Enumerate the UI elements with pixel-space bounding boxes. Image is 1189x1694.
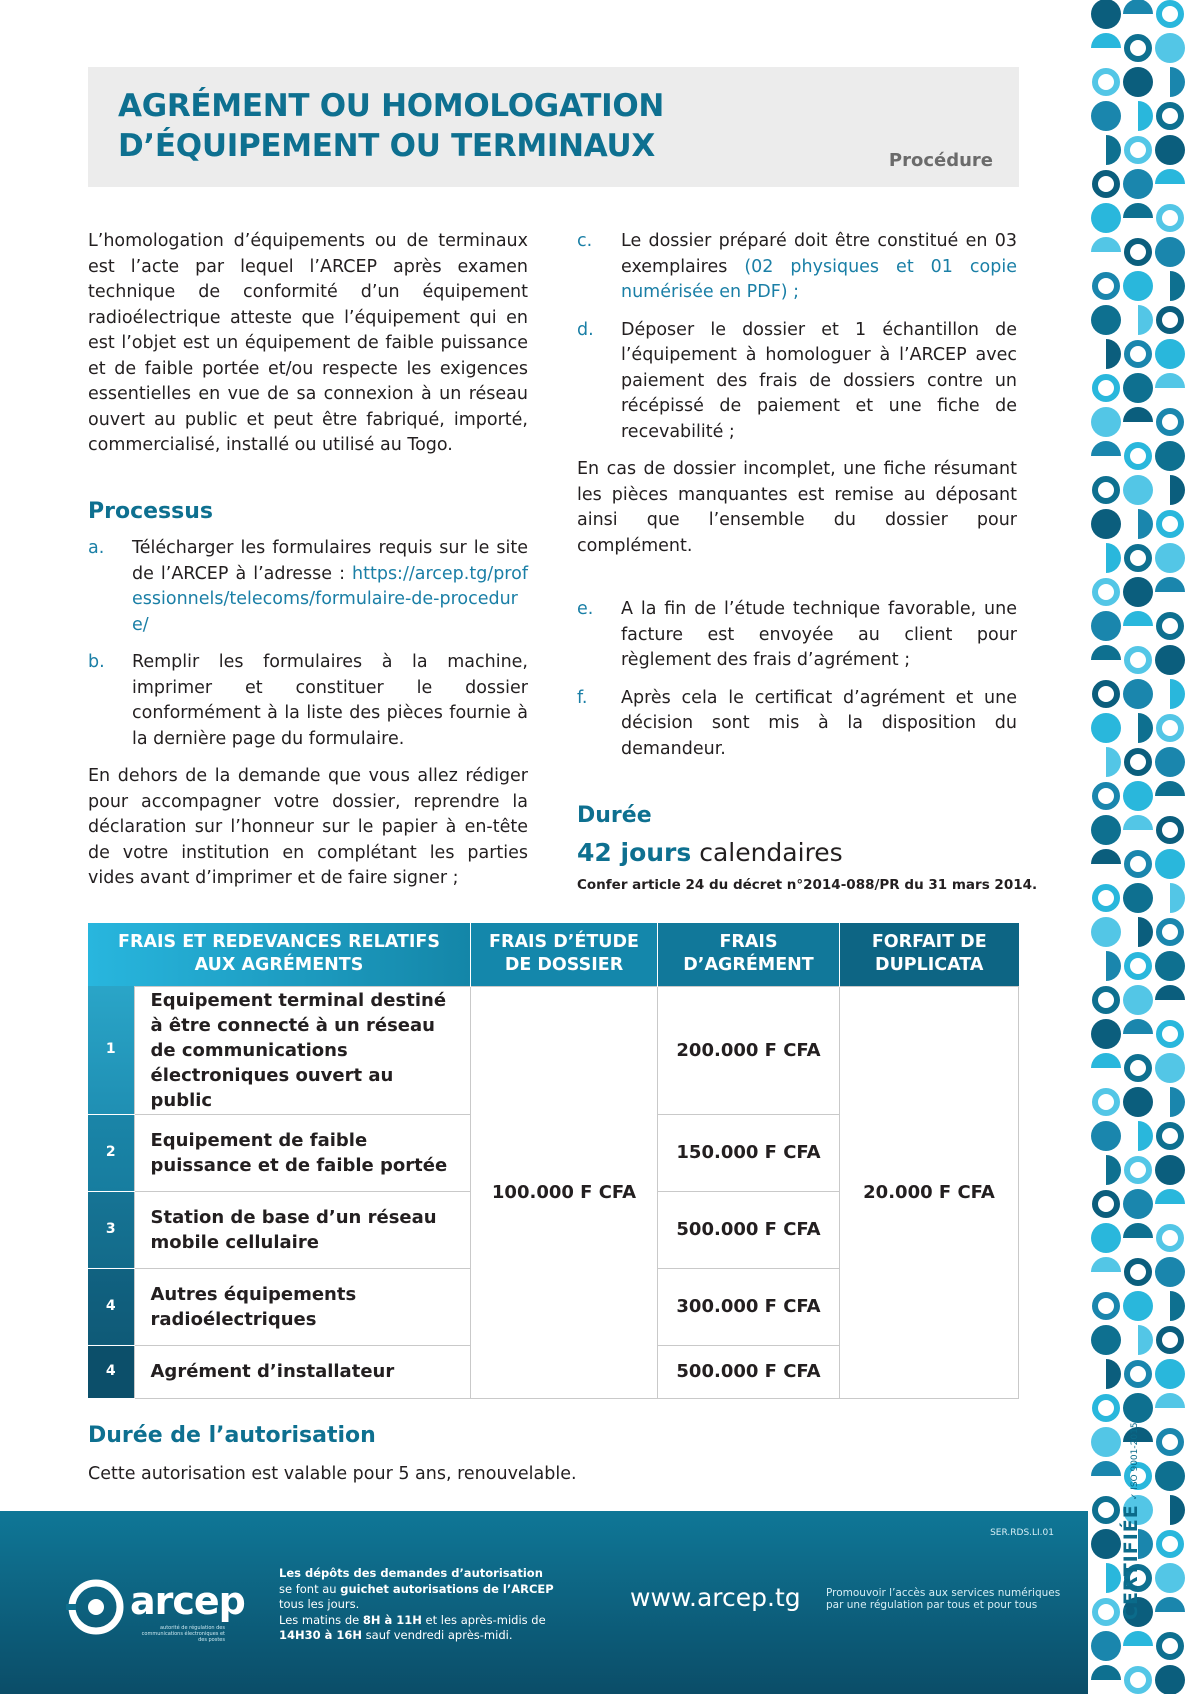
pattern-shape [1106, 543, 1121, 573]
pattern-shape [1123, 1393, 1153, 1423]
duree-title: Durée [577, 803, 652, 828]
certification-word: CERTIFIÉE [1120, 1504, 1142, 1620]
step-b-letter: b. [88, 652, 105, 672]
frais-agrement-value: 200.000 F CFA [658, 986, 840, 1114]
pattern-shape [1170, 679, 1185, 709]
pattern-shape [1123, 1019, 1153, 1034]
hours-line-1: Les dépôts des demandes d’autorisation [279, 1566, 543, 1580]
pattern-shape [1155, 1393, 1185, 1408]
form-download-link[interactable]: https://arcep.tg/professionnels/telecoms/formulaire-de-procedure/ [132, 563, 528, 635]
pattern-shape [1095, 71, 1117, 93]
hours-line-5-post: sauf vendredi après-midi. [362, 1628, 513, 1642]
step-e-text: A la fin de l’étude technique favorable, une facture est envoyée au client pour règlement des frais d’agrément ; [621, 599, 1017, 670]
pattern-shape [1138, 713, 1153, 743]
opening-hours [279, 1566, 554, 1644]
pattern-shape [1123, 883, 1153, 913]
header-frais-redevances: FRAIS ET REDEVANCES RELATIFS AUX AGRÉMENTS [88, 923, 471, 986]
pattern-shape [1095, 173, 1117, 195]
pattern-shape [1123, 679, 1153, 709]
header-forfait-duplicata: FORFAIT DE DUPLICATA [840, 923, 1019, 986]
pattern-shape [1095, 1091, 1117, 1113]
pattern-shape [1091, 1529, 1121, 1559]
row-number: 4 [88, 1268, 134, 1345]
pattern-shape [1127, 853, 1149, 875]
hours-line-2-bold: guichet autorisations de l’ARCEP [340, 1581, 554, 1596]
pattern-shape [1155, 1359, 1185, 1389]
hours-line-2-pre: se font au [279, 1581, 341, 1596]
pattern-shape [1095, 989, 1117, 1011]
intro-paragraph: L’homologation d’équipements ou de terminaux est l’acte par lequel l’ARCEP après examen technique de conformité d’un équipement radioélectrique atteste que l’équipement qui en est l’objet est un équipement de faible puissance et de faible portée et/ou respecte les exigences essentielles en vue de sa connexion à un réseau ouvert au public et peut être fabriqué, importé, commercialisé, installé ou utilisé au Togo. [88, 231, 528, 455]
pattern-shape [1170, 271, 1185, 301]
pattern-shape [1159, 1227, 1181, 1249]
pattern-shape [1170, 883, 1185, 913]
arcep-logo-text: arcep [130, 1579, 245, 1623]
frais-agrement-value: 300.000 F CFA [658, 1268, 840, 1345]
certification-iso: ISO 9001-2015 [1130, 1422, 1140, 1490]
step-c-highlight: (02 physiques et 01 copie numérisée en PDF) ; [621, 256, 1017, 302]
pattern-shape [1095, 1397, 1117, 1419]
footer [0, 1511, 1088, 1694]
pattern-shape [1155, 1563, 1185, 1593]
pattern-shape [1123, 577, 1153, 607]
pattern-shape [1091, 305, 1121, 335]
table-row [88, 986, 1019, 1114]
row-label: Station de base d’un réseau mobile cellulaire [134, 1191, 471, 1268]
website-link[interactable]: www.arcep.tg [630, 1583, 801, 1612]
pattern-shape [1159, 1023, 1181, 1045]
pattern-shape [1091, 203, 1121, 233]
header-frais-etude: FRAIS D’ÉTUDE DE DOSSIER [471, 923, 658, 986]
step-b-text: Remplir les formulaires à la machine, imprimer et constituer le dossier conformément à la liste des pièces fournie à la dernière page du formulaire. [132, 652, 528, 749]
pattern-shape [1170, 67, 1185, 97]
step-a-letter: a. [88, 538, 105, 558]
autorisation-text: Cette autorisation est valable pour 5 ans, renouvelable. [88, 1464, 577, 1484]
left-column [88, 229, 528, 892]
pattern-shape [1159, 105, 1181, 127]
pattern-shape [1091, 1665, 1121, 1680]
pattern-shape [1155, 373, 1185, 388]
pattern-shape [1138, 1121, 1153, 1151]
pattern-shape [1155, 849, 1185, 879]
pattern-shape [1091, 1257, 1121, 1272]
row-number: 1 [88, 986, 134, 1114]
duree-reference: Confer article 24 du décret n°2014-088/PR du 31 mars 2014. [577, 877, 1038, 893]
pattern-shape [1155, 781, 1185, 796]
pattern-shape [1138, 917, 1153, 947]
processus-title: Processus [88, 498, 213, 524]
pattern-shape [1127, 445, 1149, 467]
pattern-shape [1095, 581, 1117, 603]
pattern-shape [1123, 0, 1153, 14]
pattern-shape [1123, 373, 1153, 403]
title-line-2: D’ÉQUIPEMENT OU TERMINAUX [118, 128, 655, 164]
pattern-shape [1123, 611, 1153, 626]
pattern-shape [1095, 377, 1117, 399]
slogan-line-2: par une régulation par tous et pour tous [826, 1599, 1038, 1611]
pattern-shape [1170, 1495, 1185, 1525]
pattern-shape [1159, 207, 1181, 229]
duree-unit: calendaires [691, 838, 843, 867]
frais-agrement-value: 500.000 F CFA [658, 1345, 840, 1398]
pattern-shape [1127, 343, 1149, 365]
declaration-note: En dehors de la demande que vous allez rédiger pour accompagner votre dossier, reprendre la déclaration sur l’honneur sur le papier à en-tête de votre institution en complétant les parties vides avant d’imprimer et de faire signer ; [88, 766, 528, 888]
pattern-shape [1159, 309, 1181, 331]
pattern-shape [1170, 1087, 1185, 1117]
step-d-letter: d. [577, 319, 594, 340]
pattern-shape [1155, 1665, 1185, 1694]
step-e-letter: e. [577, 599, 594, 619]
duree-value [577, 838, 843, 867]
pattern-shape [1091, 441, 1121, 456]
duplicata-value: 20.000 F CFA [840, 986, 1019, 1398]
pattern-shape [1091, 101, 1121, 131]
pattern-shape [1106, 1155, 1121, 1185]
pattern-shape [1106, 339, 1121, 369]
pattern-shape [1155, 441, 1185, 471]
step-d [577, 318, 1017, 446]
certification-badge [1120, 1422, 1142, 1620]
step-a-text: Télécharger les formulaires requis sur le site de l’ARCEP à l’adresse : [132, 538, 528, 584]
pattern-shape [1155, 645, 1185, 675]
step-a [88, 536, 528, 638]
pattern-shape [1091, 1053, 1121, 1068]
pattern-shape [1159, 3, 1181, 25]
pattern-shape [1127, 649, 1149, 671]
pattern-shape [1106, 951, 1121, 981]
slogan [826, 1587, 1060, 1611]
pattern-shape [1123, 407, 1153, 422]
pattern-shape [1123, 1087, 1153, 1117]
pattern-shape [1091, 33, 1121, 48]
pattern-shape [1095, 275, 1117, 297]
pattern-shape [1138, 305, 1153, 335]
pattern-shape [1127, 1669, 1149, 1691]
document-type: Procédure [888, 150, 993, 171]
step-c-text: Le dossier préparé doit être constitué en 03 exemplaires [621, 231, 1017, 277]
pattern-shape [1159, 1635, 1181, 1657]
pattern-shape [1091, 917, 1121, 947]
pattern-shape [1127, 1057, 1149, 1079]
pattern-shape [1155, 33, 1185, 63]
pattern-shape [1095, 1295, 1117, 1317]
pattern-shape [1095, 887, 1117, 909]
step-c [577, 229, 1017, 306]
step-d-text: Déposer le dossier et 1 échantillon de l’équipement à homologuer à l’ARCEP avec paiement des frais de dossiers contre un récépissé de paiement et une fiche de recevabilité ; [621, 319, 1017, 442]
row-number: 4 [88, 1345, 134, 1398]
pattern-shape [1155, 1597, 1185, 1612]
pattern-shape [1106, 747, 1121, 777]
row-label: Agrément d’installateur [134, 1345, 471, 1398]
pattern-shape [1095, 785, 1117, 807]
frais-agrement-value: 150.000 F CFA [658, 1114, 840, 1191]
pattern-shape [1091, 1461, 1121, 1476]
pattern-shape [1091, 1325, 1121, 1355]
step-e [577, 597, 1017, 674]
fees-table [88, 923, 1019, 1399]
pattern-shape [1091, 815, 1121, 845]
pattern-shape [1127, 751, 1149, 773]
page-title [118, 86, 664, 166]
pattern-shape [1123, 169, 1153, 199]
hours-line-4-pre: Les matins de [279, 1612, 363, 1627]
hours-line-4-post: et les après-midis de [421, 1612, 546, 1627]
pattern-shape [1159, 1329, 1181, 1351]
pattern-shape [1155, 985, 1185, 1000]
pattern-shape [1091, 509, 1121, 539]
pattern-shape [1091, 1427, 1121, 1457]
pattern-shape [1155, 339, 1185, 369]
pattern-shape [1123, 1223, 1153, 1238]
step-f-text: Après cela le certificat d’agrément et une décision sont mis à la disposition du demandeur. [621, 687, 1017, 759]
pattern-shape [1091, 1631, 1121, 1661]
pattern-shape [1159, 615, 1181, 637]
pattern-shape [1095, 1601, 1117, 1623]
pattern-shape [1127, 139, 1149, 161]
frais-agrement-value: 500.000 F CFA [658, 1191, 840, 1268]
pattern-shape [1155, 1155, 1185, 1185]
hours-line-3: tous les jours. [279, 1597, 360, 1611]
pattern-shape [1155, 237, 1185, 267]
duree-days: 42 jours [577, 838, 692, 867]
pattern-shape [1091, 237, 1121, 252]
pattern-shape [1091, 0, 1121, 29]
pattern-shape [1091, 849, 1121, 864]
pattern-shape [1123, 1189, 1153, 1219]
pattern-shape [1138, 101, 1153, 131]
autorisation-title: Durée de l’autorisation [88, 1423, 376, 1448]
pattern-shape [1127, 1363, 1149, 1385]
hours-line-4-bold: 8H à 11H [362, 1612, 422, 1627]
pattern-shape [1091, 713, 1121, 743]
pattern-shape [1159, 921, 1181, 943]
pattern-shape [1091, 407, 1121, 437]
pattern-shape [1123, 475, 1153, 505]
title-line-1: AGRÉMENT OU HOMOLOGATION [118, 88, 665, 124]
pattern-shape [1155, 135, 1185, 165]
pattern-shape [1138, 1325, 1153, 1355]
pattern-shape [1123, 985, 1153, 1015]
step-b [88, 650, 528, 752]
pattern-shape [1159, 717, 1181, 739]
header-frais-agrement: FRAIS D’AGRÉMENT [658, 923, 840, 986]
step-c-letter: c. [577, 231, 593, 251]
pattern-shape [1127, 547, 1149, 569]
pattern-shape [1159, 1125, 1181, 1147]
pattern-shape [1095, 683, 1117, 705]
pattern-shape [1155, 169, 1185, 184]
pattern-shape [1123, 1631, 1153, 1646]
pattern-shape [1123, 815, 1153, 830]
row-label: Autres équipements radioélectriques [134, 1268, 471, 1345]
pattern-shape [1091, 645, 1121, 660]
pattern-shape [1155, 951, 1185, 981]
right-column [577, 229, 1017, 762]
pattern-shape [1095, 1193, 1117, 1215]
row-label: Equipement de faible puissance et de faible portée [134, 1114, 471, 1191]
pattern-shape [1127, 955, 1149, 977]
pattern-shape [1123, 781, 1153, 811]
hours-line-5-bold: 14H30 à 16H [279, 1628, 363, 1642]
pattern-shape [1123, 203, 1153, 218]
arcep-logo-tagline: autorité de régulation des communications électroniques et des postes [141, 1625, 225, 1643]
pattern-shape [1170, 475, 1185, 505]
row-number: 2 [88, 1114, 134, 1191]
row-number: 3 [88, 1191, 134, 1268]
pattern-shape [1106, 1359, 1121, 1389]
pattern-shape [1127, 1261, 1149, 1283]
pattern-shape [1123, 67, 1153, 97]
check-circle-icon: ✓ [1130, 1492, 1140, 1501]
pattern-shape [1123, 271, 1153, 301]
pattern-shape [1155, 1257, 1185, 1287]
pattern-shape [1170, 1291, 1185, 1321]
pattern-shape [1155, 543, 1185, 573]
pattern-shape [1159, 1431, 1181, 1453]
pattern-shape [1091, 1121, 1121, 1151]
pattern-shape [1155, 1461, 1185, 1491]
pattern-shape [1155, 747, 1185, 777]
pattern-shape [1095, 479, 1117, 501]
pattern-shape [1127, 241, 1149, 263]
step-f [577, 686, 1017, 763]
row-label: Equipement terminal destiné à être connecté à un réseau de communications électroniques ouvert au public [134, 986, 471, 1114]
step-f-letter: f. [577, 687, 588, 708]
pattern-shape [1159, 513, 1181, 535]
reference-code: SER.RDS.LI.01 [990, 1528, 1054, 1538]
frais-etude-value: 100.000 F CFA [471, 986, 658, 1398]
slogan-line-1: Promouvoir l’accès aux services numériques [826, 1587, 1061, 1599]
pattern-shape [1159, 819, 1181, 841]
pattern-shape [1159, 411, 1181, 433]
pattern-shape [1127, 37, 1149, 59]
pattern-shape [1159, 1533, 1181, 1555]
pattern-shape [1091, 1223, 1121, 1253]
pattern-shape [1091, 1019, 1121, 1049]
pattern-shape [1155, 577, 1185, 592]
pattern-shape [1155, 1053, 1185, 1083]
pattern-shape [1123, 1291, 1153, 1321]
pattern-shape [1106, 1563, 1121, 1593]
table-header-row [88, 923, 1019, 986]
pattern-shape [1155, 1189, 1185, 1204]
pattern-shape [1106, 135, 1121, 165]
pattern-shape [1095, 1499, 1117, 1521]
pattern-shape [1138, 509, 1153, 539]
pattern-shape [1091, 611, 1121, 641]
arcep-logo-icon [66, 1577, 126, 1637]
incomplete-dossier-note: En cas de dossier incomplet, une fiche résumant les pièces manquantes est remise au déposant ainsi que l’ensemble du dossier pour complément. [577, 459, 1017, 556]
pattern-shape [1127, 1159, 1149, 1181]
